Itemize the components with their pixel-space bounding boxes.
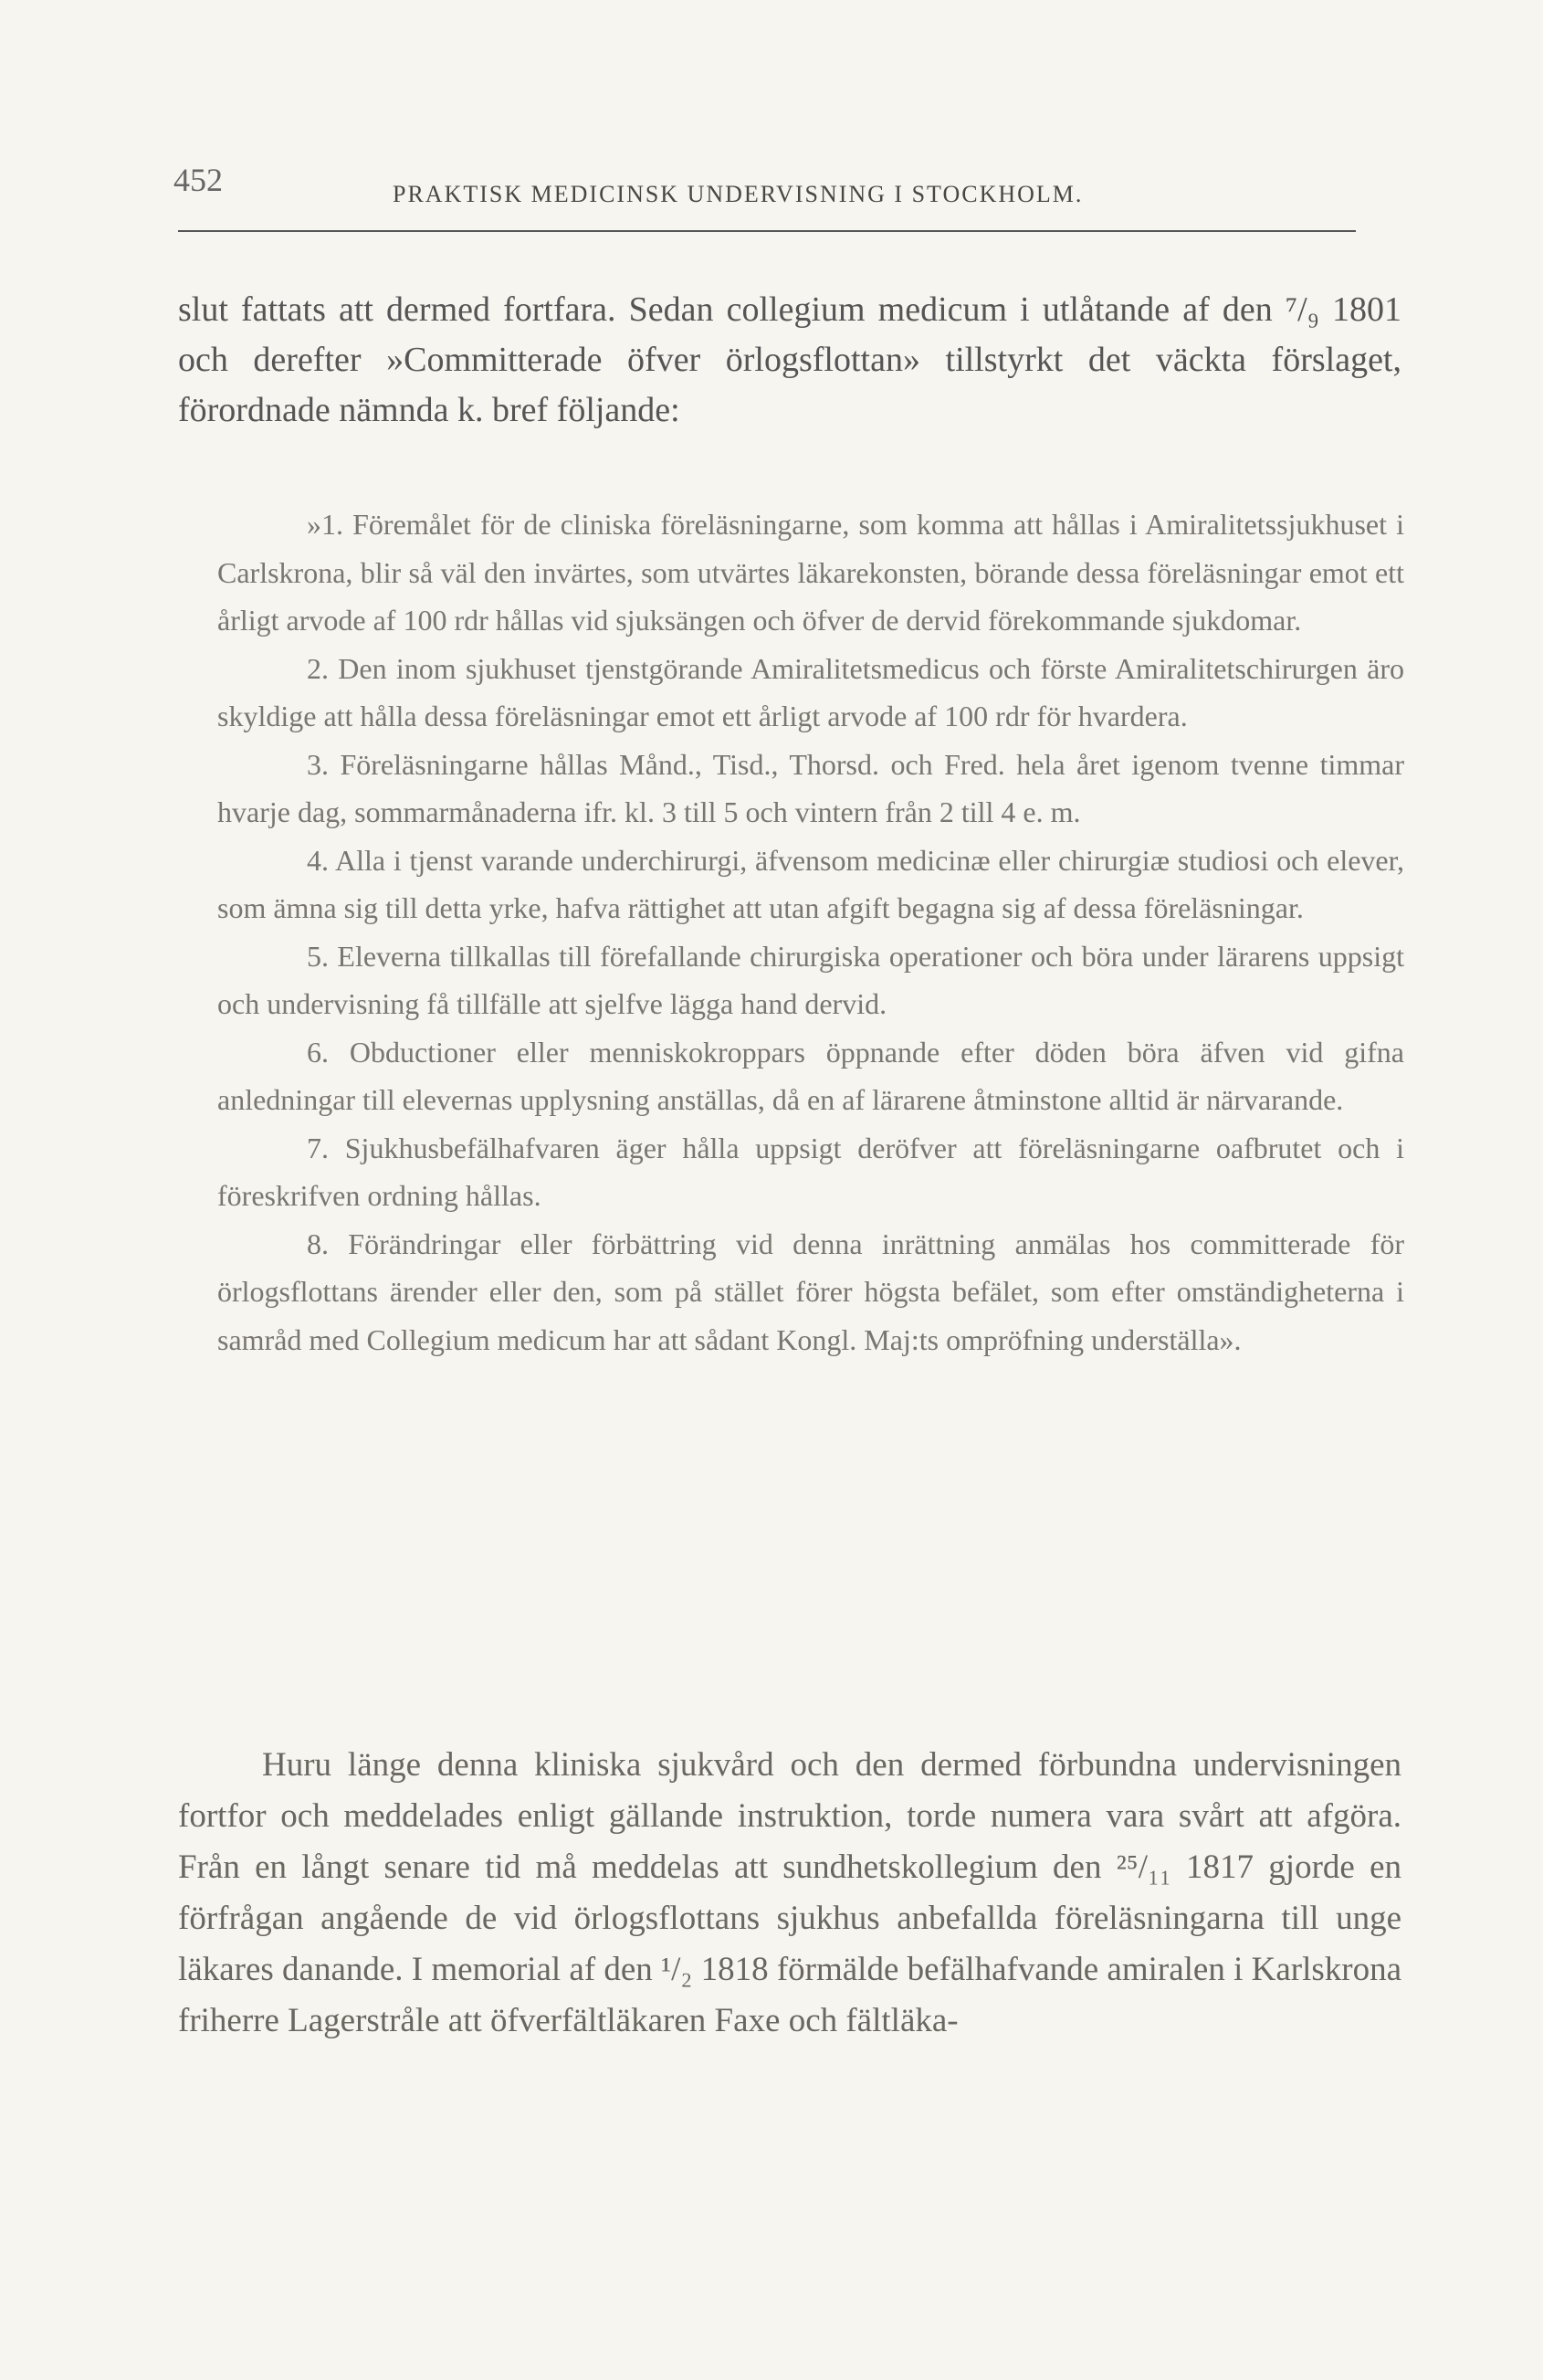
- closing-paragraph: [178, 1740, 1401, 2047]
- intro-paragraph: [178, 285, 1401, 436]
- regulation-2: 2. Den inom sjukhuset tjenstgörande Amiralitetsmedicus och förste Amiralitetschirurgen äro skyldige att hålla dessa föreläsningar emot ett årligt arvode af 100 rdr för hvardera.: [217, 651, 1404, 732]
- page-number: 452: [173, 162, 223, 198]
- regulation-5: 5. Eleverna tillkallas till förefallande chirurgiska operationer och böra under lärarens uppsigt och undervisning få tillfälle att sjelfve lägga hand dervid.: [217, 939, 1404, 1020]
- regulation-6: 6. Obductioner eller menniskokroppars öppnande efter döden böra äfven vid gifna anledningar till elevernas upplysning anställas, då en af lärarene åtminstone alltid är närvarande.: [217, 1035, 1404, 1116]
- regulation-8: 8. Förändringar eller förbättring vid denna inrättning anmälas hos committerade för örlogsflottans ärender eller den, som på stället förer högsta befälet, som efter omständigheterna i samråd med Collegium medicum har att sådant Kongl. Maj:ts ompröfning underställa».: [217, 1227, 1404, 1356]
- regulations-quote: [217, 500, 1404, 1364]
- regulation-1: »1. Föremålet för de cliniska föreläsningarne, som komma att hållas i Amiralitetssjukhuset i Carlskrona, blir så väl den invärtes, som utvärtes läkarekonsten, börande dessa föreläsningar emot ett årligt arvode af 100 rdr hållas vid sjuksängen och öfver de dervid förekommande sjukdomar.: [217, 508, 1404, 637]
- running-title: PRAKTISK MEDICINSK UNDERVISNING I STOCKHOLM.: [393, 181, 1084, 207]
- header-rule: [178, 230, 1356, 232]
- closing-text: Huru länge denna kliniska sjukvård och den dermed förbundna undervisningen fortfor och meddelades enligt gällande instruktion, torde numera vara svårt att afgöra. Från en långt senare tid må meddelas att sundhetskollegium den ²⁵/₁₁ 1817 gjorde en förfrågan angående de vid örlogsflottans sjukhus anbefallda föreläsningarna till unge läkares danande. I memorial af den ¹/₂ 1818 förmälde befälhafvande amiralen i Karlskrona friherre Lagerstråle att öfverfältläkaren Faxe och fältläka-: [178, 1746, 1402, 2039]
- intro-text: slut fattats att dermed fortfara. Sedan collegium medicum i utlåtande af den ⁷/₉ 1801 och derefter »Committerade öfver örlogsflottan» tillstyrkt det väckta förslaget, förordnade nämnda k. bref följande:: [178, 290, 1401, 429]
- regulation-4: 4. Alla i tjenst varande underchirurgi, äfvensom medicinæ eller chirurgiæ studiosi och elever, som ämna sig till detta yrke, hafva rättighet att utan afgift begagna sig af dessa föreläsningar.: [217, 843, 1404, 924]
- regulation-7: 7. Sjukhusbefälhafvaren äger hålla uppsigt deröfver att föreläsningarne oafbrutet och i föreskrifven ordning hållas.: [217, 1131, 1404, 1212]
- regulation-3: 3. Föreläsningarne hållas Månd., Tisd., Thorsd. och Fred. hela året igenom tvenne timmar hvarje dag, sommarmånaderna ifr. kl. 3 till 5 och vintern från 2 till 4 e. m.: [217, 747, 1404, 828]
